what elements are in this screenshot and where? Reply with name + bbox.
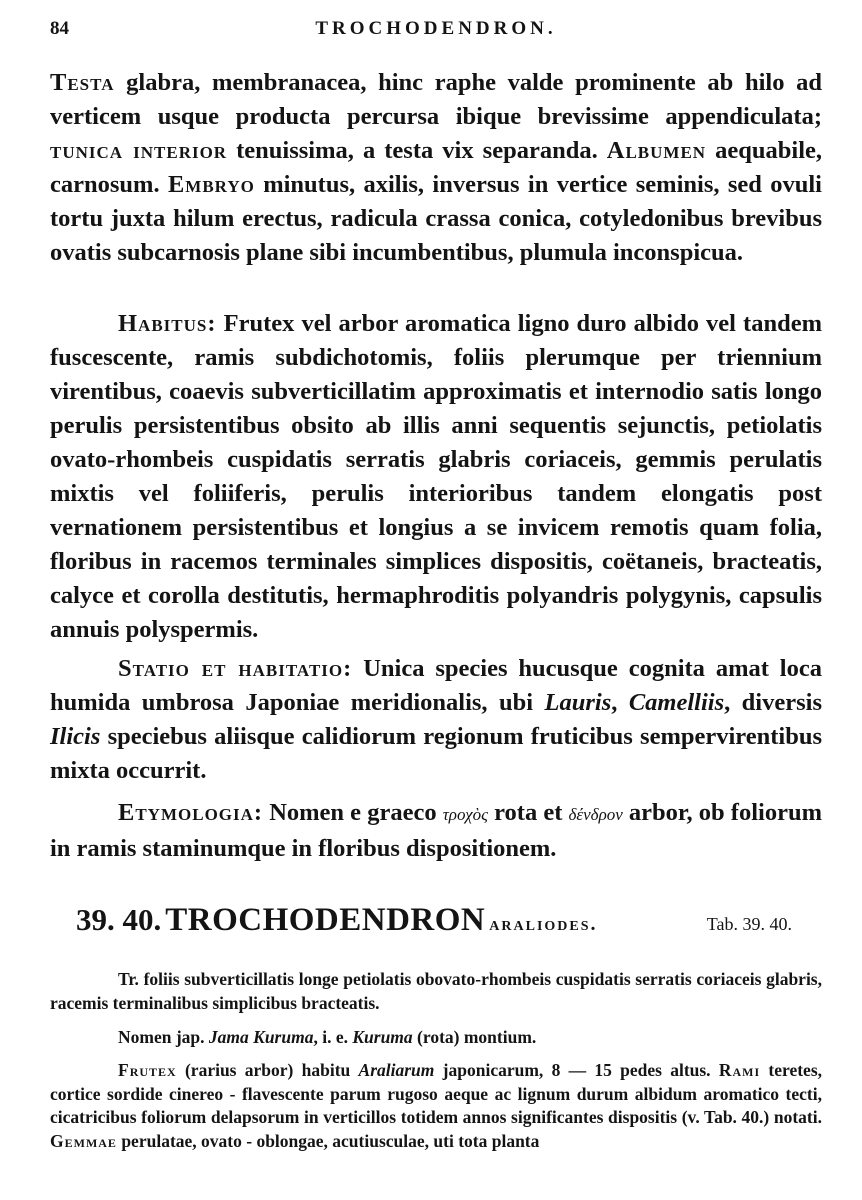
seed-description-paragraph [50, 66, 822, 270]
statio-label: Statio et habitatio: [118, 655, 353, 682]
text-segment: Nomen jap. [118, 1027, 209, 1047]
text-segment: , [611, 689, 629, 716]
text-segment: japonicarum, 8 — 15 pedes altus. [434, 1060, 719, 1080]
text-segment: perulatae, ovato - oblongae, acutiusculae, uti tota planta [116, 1130, 540, 1151]
habitus-text: Frutex vel arbor aromatica ligno duro albido vel tandem fuscescente, ramis subdichotomis, foliis plerumque per triennium virentibus, coaevis subverticillatim approximatis et internodio satis longo perulis persistentibus obsito ab illis anni sequentis sejunctis, petiolatis ovato-rhombeis cuspidatis serratis glabris coriaceis, gemmis perulatis mixtis vel foliiferis, perulis interioribus tandem elongatis post vernationem persistentibus et longius a se invicem remotis quam folia, floribus in racemos terminales simplices dispositis, coëtaneis, bracteatis, calyce et corolla destitutis, hermaphroditis polyandris polygynis, capsulis annuis polyspermis. [50, 310, 822, 643]
species-diagnosis: Tr. foliis subverticillatis longe petiolatis obovato-rhombeis cuspidatis serratis coriaceis glabris, racemis terminalibus simplicibus bracteatis. [50, 969, 822, 1013]
genus-camelliis: Camelliis [628, 689, 725, 716]
text-segment: aequabile, carnosum. [50, 137, 822, 198]
etymologia-label: Etymologia: [118, 799, 264, 826]
text-segment: tenuissima, a testa vix separanda. [227, 137, 607, 164]
term-testa: Testa [50, 69, 115, 96]
term-embryo: Embryo [167, 171, 255, 198]
word-araliarum: Araliarum [358, 1060, 435, 1080]
etymologia-paragraph [50, 796, 822, 866]
habitus-label: Habitus: [118, 310, 217, 337]
word-kuruma: Kuruma [352, 1027, 413, 1047]
text-segment: rota et [487, 799, 569, 826]
text-segment: , diversis [724, 689, 822, 716]
greek-word-trochos: τροχὸς [442, 805, 488, 824]
page-number: 84 [50, 18, 69, 39]
text-segment: (rarius arbor) habitu [176, 1060, 359, 1080]
term-albumen: Albumen [606, 137, 707, 164]
statio-paragraph [50, 652, 822, 788]
rami-label: Rami [718, 1060, 761, 1080]
text-segment: , i. e. [313, 1027, 353, 1047]
species-number: 39. 40. [76, 902, 162, 937]
genus-ilicis: Ilicis [50, 723, 101, 750]
frutex-paragraph [50, 1059, 822, 1153]
text-segment: glabra, membranacea, hinc raphe valde prominente ab hilo ad verticem usque producta percursa ibique brevissime appendiculata; [50, 69, 822, 130]
text-segment: minutus, axilis, inversus in vertice seminis, sed ovuli tortu juxta hilum erectus, radicula crassa conica, cotyledonibus brevibus ovatis subcarnosis plane sibi incumbentibus, plumula inconspicua. [50, 171, 822, 266]
genus-lauris: Lauris [544, 689, 612, 716]
text-segment: (rota) montium. [412, 1027, 537, 1047]
species-heading [76, 902, 822, 939]
frutex-label: Frutex [118, 1060, 177, 1080]
text-segment: Nomen e graeco [263, 799, 443, 826]
text-segment: speciebus aliisque calidiorum regionum fruticibus sempervirentibus mixta occurrit. [50, 723, 822, 784]
text-segment: teretes, cortice sordide cinereo - flavescente parum rugoso aeque ac lignum durum albidum aromatico tecti, cicatricibus foliorum delapsorum in verticillos totidem annos significantes dispositis (v. Tab. 40.) notati. [50, 1060, 823, 1127]
japanese-name: Jama Kuruma [208, 1027, 314, 1047]
plate-reference: Tab. 39. 40. [706, 914, 792, 934]
text-segment: Unica species hucusque cognita amat loca humida umbrosa Japoniae meridionalis, ubi [50, 655, 822, 716]
habitus-paragraph [50, 307, 822, 647]
text-segment: arbor, ob foliorum in ramis staminumque in floribus dispositionem. [50, 799, 822, 862]
gemmae-label: Gemmae [50, 1130, 117, 1151]
species-epithet: araliodes. [489, 913, 598, 935]
species-genus: TROCHODENDRON [165, 902, 486, 938]
greek-word-dendron: δένδρον [568, 805, 623, 824]
term-tunica-interior: tunica interior [50, 137, 228, 164]
japanese-name-line [118, 1026, 818, 1050]
running-head [50, 18, 822, 48]
running-title: TROCHODENDRON. [315, 18, 557, 39]
